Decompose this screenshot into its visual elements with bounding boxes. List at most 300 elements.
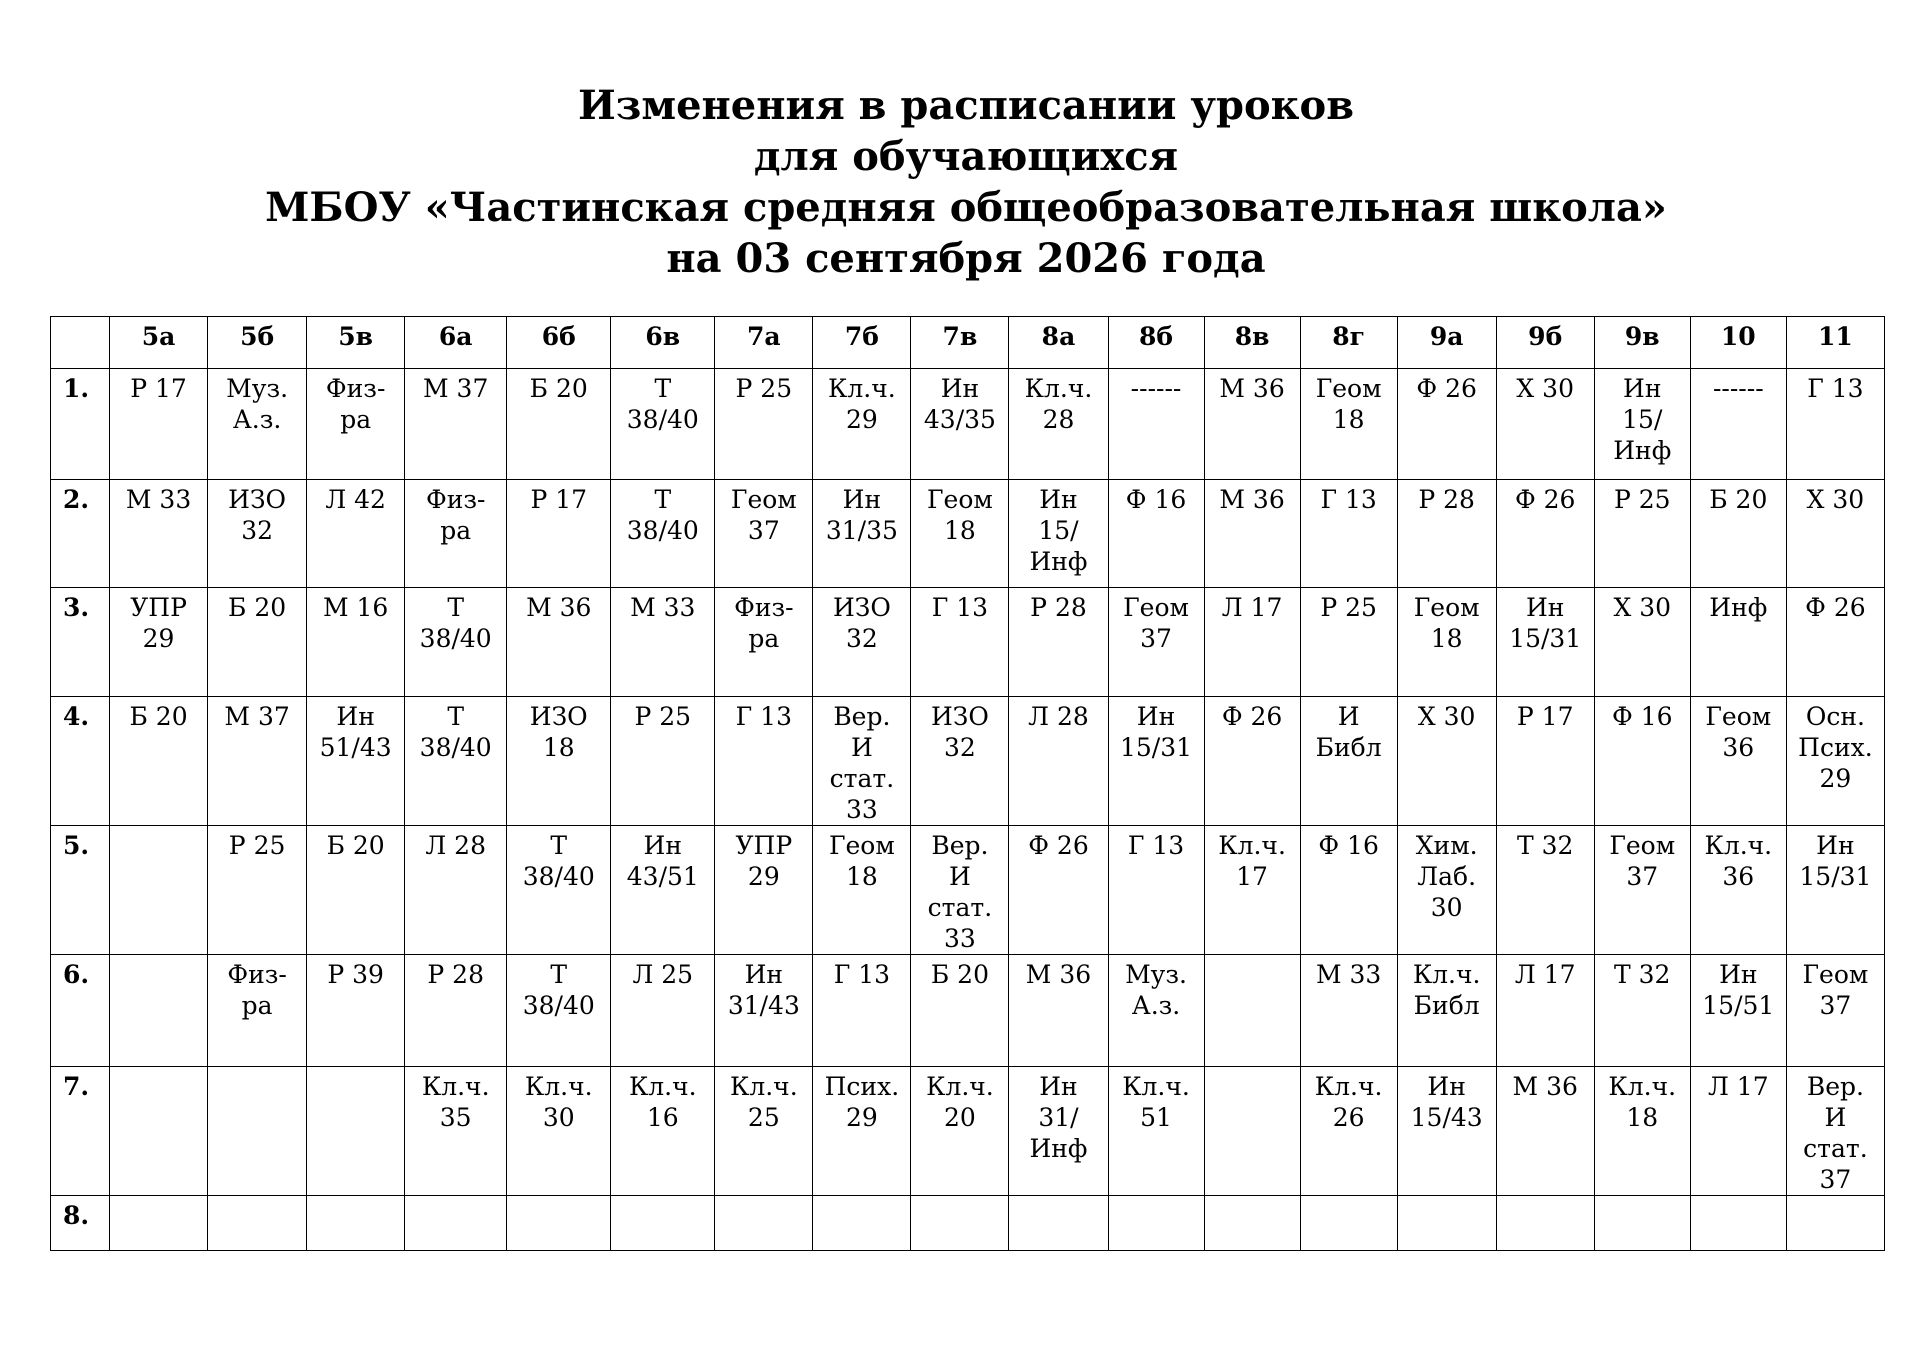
table-cell <box>1496 697 1594 826</box>
cell-text: Х 30 <box>1806 485 1865 514</box>
cell-text: Осн. <box>1805 702 1865 731</box>
cell-text: ------ <box>1712 374 1764 403</box>
header-corner-cell <box>51 317 110 369</box>
cell-text: Б 20 <box>228 593 287 622</box>
cell-text: ИЗО <box>832 593 891 622</box>
table-cell <box>911 1196 1009 1251</box>
cell-text: Лаб. <box>1417 862 1477 891</box>
table-cell <box>1204 826 1300 955</box>
cell-text: 15/43 <box>1410 1103 1483 1132</box>
table-cell <box>813 1196 911 1251</box>
table-cell <box>1397 697 1496 826</box>
table-cell <box>1108 955 1204 1067</box>
cell-text: Геом <box>1123 593 1189 622</box>
column-header: 6а <box>405 317 507 369</box>
cell-text: Г 13 <box>735 702 792 731</box>
cell-text: Физ- <box>227 960 287 989</box>
table-cell <box>1300 588 1397 697</box>
table-cell <box>1300 1067 1397 1196</box>
cell-text: Геом <box>1802 960 1869 989</box>
cell-text: 18 <box>1430 624 1463 653</box>
cell-text: А.з. <box>232 405 282 434</box>
cell-text: Муз. <box>226 374 289 403</box>
cell-text: М 33 <box>630 593 696 622</box>
table-cell <box>307 1196 405 1251</box>
table-cell <box>405 826 507 955</box>
cell-text: Инф <box>1613 436 1672 465</box>
table-cell <box>405 955 507 1067</box>
cell-text: 38/40 <box>419 733 492 762</box>
cell-text: Л 42 <box>325 485 386 514</box>
cell-text: 51/43 <box>319 733 392 762</box>
column-header: 8а <box>1009 317 1108 369</box>
cell-text: 33 <box>845 795 878 824</box>
table-cell <box>1690 697 1786 826</box>
table-cell <box>110 1067 208 1196</box>
table-cell <box>1204 1196 1300 1251</box>
table-cell <box>1204 369 1300 480</box>
table-cell <box>1108 1196 1204 1251</box>
table-cell <box>1009 955 1108 1067</box>
cell-text: 16 <box>646 1103 679 1132</box>
table-cell <box>405 1067 507 1196</box>
lesson-number: 6. <box>51 955 110 1067</box>
table-cell <box>911 697 1009 826</box>
table-cell <box>715 955 813 1067</box>
cell-text: Ин <box>1039 1072 1078 1101</box>
header-row <box>51 317 1885 369</box>
cell-text: Инф <box>1029 547 1088 576</box>
table-cell <box>307 697 405 826</box>
cell-text: М 33 <box>1315 960 1382 989</box>
cell-text: Муз. <box>1125 960 1187 989</box>
table-cell <box>715 369 813 480</box>
table-cell <box>1786 588 1884 697</box>
table-cell <box>1397 480 1496 588</box>
cell-text: Ф 26 <box>1028 831 1089 860</box>
cell-text: 33 <box>944 924 976 953</box>
table-cell <box>208 588 307 697</box>
table-cell <box>1496 1067 1594 1196</box>
cell-text: Т <box>550 960 568 989</box>
table-cell <box>507 955 611 1067</box>
cell-text: Ф 26 <box>1805 593 1866 622</box>
cell-text: Ин <box>744 960 784 989</box>
cell-text: М 36 <box>526 593 592 622</box>
cell-text: УПР <box>130 593 187 622</box>
table-cell <box>507 588 611 697</box>
table-cell <box>1496 955 1594 1067</box>
cell-text: Л 28 <box>425 831 486 860</box>
cell-text: Б 20 <box>326 831 385 860</box>
table-cell <box>1786 826 1884 955</box>
table-cell <box>1690 955 1786 1067</box>
table-cell <box>405 697 507 826</box>
table-cell <box>1108 697 1204 826</box>
cell-text: 32 <box>944 733 976 762</box>
cell-text: 36 <box>1722 733 1755 762</box>
table-cell <box>813 1067 911 1196</box>
cell-text: И <box>1337 702 1360 731</box>
cell-text: Кл.ч. <box>828 374 896 403</box>
table-cell <box>1594 697 1690 826</box>
table-cell <box>1594 588 1690 697</box>
column-header: 5б <box>208 317 307 369</box>
table-cell <box>1009 480 1108 588</box>
table-cell <box>1594 1067 1690 1196</box>
cell-text: Б 20 <box>1709 485 1768 514</box>
cell-text: 18 <box>944 516 976 545</box>
cell-text: Кл.ч. <box>730 1072 798 1101</box>
table-cell <box>1009 588 1108 697</box>
cell-text: 32 <box>845 624 878 653</box>
table-cell <box>813 697 911 826</box>
cell-text: Р 25 <box>1320 593 1377 622</box>
table-cell <box>1300 955 1397 1067</box>
table-cell <box>405 1196 507 1251</box>
cell-text: 28 <box>1042 405 1075 434</box>
table-cell <box>1786 1067 1884 1196</box>
table-cell <box>405 588 507 697</box>
table-cell <box>1786 480 1884 588</box>
table-cell <box>1204 697 1300 826</box>
column-header: 7б <box>813 317 911 369</box>
cell-text: УПР <box>735 831 793 860</box>
cell-text: 37 <box>1819 1165 1852 1194</box>
cell-text: Р 25 <box>1613 485 1671 514</box>
table-cell <box>611 480 715 588</box>
cell-text: ра <box>340 405 372 434</box>
table-cell <box>1009 697 1108 826</box>
table-cell <box>1786 697 1884 826</box>
cell-text: Кл.ч. <box>421 1072 490 1101</box>
table-cell <box>911 826 1009 955</box>
cell-text: 31/ <box>1038 1103 1079 1132</box>
table-cell <box>1690 369 1786 480</box>
cell-text: Кл.ч. <box>1412 960 1481 989</box>
table-cell <box>1397 369 1496 480</box>
table-cell <box>1594 1196 1690 1251</box>
table-row <box>51 1067 1885 1196</box>
table-cell <box>911 955 1009 1067</box>
table-cell <box>1204 588 1300 697</box>
column-header: 7а <box>715 317 813 369</box>
column-header: 8г <box>1300 317 1397 369</box>
table-row <box>51 826 1885 955</box>
cell-text: Б 20 <box>529 374 588 403</box>
table-cell <box>1108 1067 1204 1196</box>
cell-text: Физ- <box>325 374 386 403</box>
cell-text: И <box>949 862 971 891</box>
table-cell <box>208 1067 307 1196</box>
cell-text: Х 30 <box>1613 593 1672 622</box>
cell-text: 29 <box>747 862 780 891</box>
cell-text: Вер. <box>931 831 989 860</box>
cell-text: Г 13 <box>931 593 989 622</box>
table-cell <box>110 369 208 480</box>
cell-text: Кл.ч. <box>1122 1072 1190 1101</box>
cell-text: 35 <box>439 1103 472 1132</box>
table-cell <box>507 1067 611 1196</box>
table-cell <box>715 1067 813 1196</box>
cell-text: ИЗО <box>228 485 287 514</box>
cell-text: Т <box>654 485 672 514</box>
cell-text: Геом <box>927 485 993 514</box>
cell-text: Г 13 <box>1127 831 1185 860</box>
cell-text: стат. <box>927 893 993 922</box>
cell-text: Кл.ч. <box>926 1072 994 1101</box>
table-cell <box>1300 1196 1397 1251</box>
cell-text: Инф <box>1709 593 1768 622</box>
title-line-4: на 03 сентября 2026 года <box>666 235 1266 282</box>
table-cell <box>1496 826 1594 955</box>
cell-text: 37 <box>1140 624 1172 653</box>
table-cell <box>1397 955 1496 1067</box>
cell-text: ра <box>241 991 273 1020</box>
cell-text: М 36 <box>1025 960 1092 989</box>
table-cell <box>1496 1196 1594 1251</box>
table-cell <box>1594 480 1690 588</box>
lesson-number: 8. <box>51 1196 110 1251</box>
cell-text: 32 <box>241 516 273 545</box>
table-cell <box>611 826 715 955</box>
cell-text: ------ <box>1130 374 1182 403</box>
cell-text: Л 28 <box>1028 702 1089 731</box>
table-cell <box>1108 369 1204 480</box>
table-cell <box>110 480 208 588</box>
table-cell <box>1009 1196 1108 1251</box>
cell-text: 29 <box>845 405 878 434</box>
cell-text: Т 32 <box>1516 831 1574 860</box>
table-cell <box>1496 588 1594 697</box>
table-cell <box>1690 1067 1786 1196</box>
title-line-2: для обучающихся <box>753 133 1179 180</box>
cell-text: Л 25 <box>632 960 694 989</box>
table-cell <box>813 588 911 697</box>
cell-text: Кл.ч. <box>524 1072 593 1101</box>
cell-text: ра <box>748 624 780 653</box>
cell-text: Б 20 <box>129 702 188 731</box>
cell-text: 37 <box>1626 862 1659 891</box>
cell-text: А.з. <box>1131 991 1181 1020</box>
cell-text: Библ <box>1315 733 1382 762</box>
table-cell <box>1786 1196 1884 1251</box>
cell-text: 38/40 <box>522 991 595 1020</box>
cell-text: Х 30 <box>1516 374 1574 403</box>
cell-text: Ф 16 <box>1125 485 1187 514</box>
cell-text: Л 17 <box>1514 960 1576 989</box>
cell-text: 15/ <box>1038 516 1079 545</box>
cell-text: Т <box>447 593 465 622</box>
cell-text: Т <box>447 702 465 731</box>
cell-text: М 37 <box>423 374 489 403</box>
table-cell <box>405 480 507 588</box>
column-header: 11 <box>1786 317 1884 369</box>
cell-text: Т 32 <box>1614 960 1671 989</box>
cell-text: Ф 16 <box>1612 702 1673 731</box>
cell-text: Геом <box>730 485 797 514</box>
cell-text: ИЗО <box>529 702 588 731</box>
column-header: 9в <box>1594 317 1690 369</box>
table-cell <box>110 826 208 955</box>
column-header: 9а <box>1397 317 1496 369</box>
cell-text: 31/35 <box>825 516 898 545</box>
cell-text: 38/40 <box>626 405 699 434</box>
cell-text: Физ- <box>734 593 794 622</box>
cell-text: Р 17 <box>130 374 187 403</box>
table-cell <box>307 588 405 697</box>
table-cell <box>1496 480 1594 588</box>
table-cell <box>611 955 715 1067</box>
cell-text: Ин <box>643 831 683 860</box>
cell-text: М 36 <box>1219 374 1285 403</box>
table-row <box>51 480 1885 588</box>
cell-text: Кл.ч. <box>1218 831 1286 860</box>
cell-text: Р 39 <box>327 960 384 989</box>
cell-text: М 36 <box>1219 485 1285 514</box>
cell-text: 18 <box>1626 1103 1659 1132</box>
table-cell <box>307 955 405 1067</box>
column-header: 5в <box>307 317 405 369</box>
cell-text: Р 28 <box>1418 485 1475 514</box>
table-cell <box>813 480 911 588</box>
table-cell <box>1690 1196 1786 1251</box>
cell-text: Кл.ч. <box>1608 1072 1677 1101</box>
cell-text: Р 28 <box>1030 593 1087 622</box>
cell-text: Ф 26 <box>1416 374 1477 403</box>
cell-text: М 37 <box>224 702 290 731</box>
table-cell <box>1009 1067 1108 1196</box>
table-cell <box>1594 955 1690 1067</box>
cell-text: Ин <box>1525 593 1565 622</box>
cell-text: Ин <box>336 702 375 731</box>
table-cell <box>611 1067 715 1196</box>
cell-text: 15/31 <box>1509 624 1582 653</box>
cell-text: Кл.ч. <box>1704 831 1773 860</box>
table-cell <box>307 480 405 588</box>
table-cell <box>1594 826 1690 955</box>
cell-text: Т <box>550 831 568 860</box>
table-cell <box>1204 480 1300 588</box>
cell-text: Кл.ч. <box>628 1072 697 1101</box>
lesson-number: 1. <box>51 369 110 480</box>
table-cell <box>1300 480 1397 588</box>
table-cell <box>611 369 715 480</box>
cell-text: 29 <box>142 624 175 653</box>
title-line-3: МБОУ «Частинская средняя общеобразовательная школа» <box>265 184 1667 231</box>
document-title <box>0 80 1920 284</box>
table-cell <box>307 1067 405 1196</box>
table-cell <box>1397 826 1496 955</box>
cell-text: стат. <box>1803 1134 1868 1163</box>
table-cell <box>911 480 1009 588</box>
table-cell <box>1300 697 1397 826</box>
table-cell <box>911 1067 1009 1196</box>
cell-text: 18 <box>1332 405 1365 434</box>
table-cell <box>1300 369 1397 480</box>
cell-text: Р 17 <box>1516 702 1574 731</box>
cell-text: Р 25 <box>634 702 692 731</box>
cell-text: Р 25 <box>228 831 286 860</box>
cell-text: Л 17 <box>1221 593 1283 622</box>
table-cell <box>110 955 208 1067</box>
cell-text: 43/51 <box>626 862 699 891</box>
cell-text: Б 20 <box>930 960 989 989</box>
table-cell <box>1009 369 1108 480</box>
cell-text: 26 <box>1332 1103 1365 1132</box>
lesson-number: 3. <box>51 588 110 697</box>
cell-text: Л 17 <box>1707 1072 1769 1101</box>
cell-text: М 33 <box>125 485 192 514</box>
cell-text: Вер. <box>833 702 891 731</box>
cell-text: Физ- <box>425 485 486 514</box>
cell-text: Псих. <box>1798 733 1873 762</box>
table-cell <box>1108 588 1204 697</box>
cell-text: ИЗО <box>930 702 989 731</box>
table-cell <box>1786 955 1884 1067</box>
table-cell <box>208 697 307 826</box>
column-header: 6б <box>507 317 611 369</box>
table-row <box>51 1196 1885 1251</box>
cell-text: 30 <box>1430 893 1463 922</box>
cell-text: Ин <box>1039 485 1078 514</box>
cell-text: 43/35 <box>923 405 996 434</box>
cell-text: Г 13 <box>1807 374 1864 403</box>
table-cell <box>611 588 715 697</box>
table-cell <box>1108 826 1204 955</box>
cell-text: Геом <box>1705 702 1772 731</box>
cell-text: Ин <box>1719 960 1758 989</box>
cell-text: Геом <box>1413 593 1480 622</box>
table-cell <box>405 369 507 480</box>
table-cell <box>1108 480 1204 588</box>
cell-text: 38/40 <box>419 624 492 653</box>
table-cell <box>507 369 611 480</box>
table-cell <box>1496 369 1594 480</box>
column-header: 9б <box>1496 317 1594 369</box>
cell-text: 15/51 <box>1702 991 1775 1020</box>
table-row <box>51 955 1885 1067</box>
cell-text: Ин <box>1623 374 1662 403</box>
cell-text: Вер. <box>1806 1072 1864 1101</box>
table-cell <box>1594 369 1690 480</box>
table-cell <box>110 1196 208 1251</box>
cell-text: 15/ <box>1622 405 1663 434</box>
table-cell <box>1690 480 1786 588</box>
cell-text: М 36 <box>1512 1072 1578 1101</box>
cell-text: ра <box>440 516 472 545</box>
cell-text: 20 <box>944 1103 976 1132</box>
cell-text: Ин <box>1816 831 1855 860</box>
table-row <box>51 369 1885 480</box>
cell-text: 36 <box>1722 862 1755 891</box>
cell-text: Библ <box>1413 991 1480 1020</box>
table-cell <box>507 1196 611 1251</box>
schedule-table <box>50 316 1885 1251</box>
cell-text: Т <box>654 374 672 403</box>
table-cell <box>1690 826 1786 955</box>
table-cell <box>911 588 1009 697</box>
lesson-number: 4. <box>51 697 110 826</box>
cell-text: 38/40 <box>522 862 595 891</box>
cell-text: 37 <box>1819 991 1852 1020</box>
table-cell <box>813 369 911 480</box>
table-cell <box>1204 955 1300 1067</box>
cell-text: Геом <box>828 831 895 860</box>
cell-text: Р 28 <box>427 960 484 989</box>
cell-text: 31/43 <box>727 991 800 1020</box>
lesson-number: 7. <box>51 1067 110 1196</box>
